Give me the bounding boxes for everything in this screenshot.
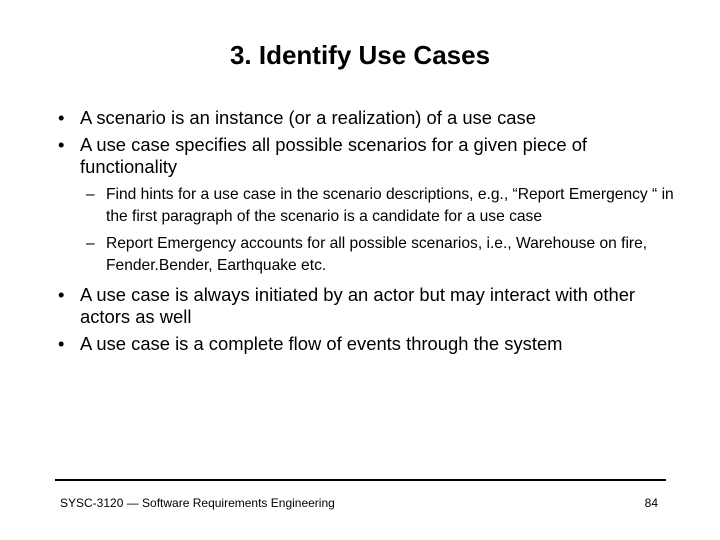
- sub-bullet-text: Find hints for a use case in the scenario descriptions, e.g., “Report Emergency “ in the first paragraph of the scenario is a candidate for a use case: [106, 186, 674, 225]
- sub-bullet-item: [58, 233, 678, 276]
- bullet-marker: •: [58, 107, 65, 128]
- sub-bullet-text: Report Emergency accounts for all possible scenarios, i.e., Warehouse on fire, Fender.Bender, Earthquake etc.: [106, 235, 648, 274]
- sub-bullet-marker: –: [86, 235, 95, 252]
- bullet-item: [58, 284, 678, 328]
- bullet-marker: •: [58, 134, 65, 155]
- bullet-item: [58, 134, 678, 178]
- footer-course-label: SYSC-3120 — Software Requirements Engineering: [60, 496, 335, 510]
- bullet-item: [58, 107, 678, 129]
- bullet-item: [58, 333, 678, 355]
- slide-title: 3. Identify Use Cases: [229, 40, 491, 70]
- sub-bullet-marker: –: [86, 186, 95, 203]
- footer-divider: [55, 479, 666, 481]
- bullet-text: A use case is a complete flow of events through the system: [80, 333, 563, 354]
- footer-page-number: 84: [644, 496, 658, 510]
- slide-content: [58, 107, 678, 360]
- bullet-marker: •: [58, 284, 65, 305]
- bullet-text: A scenario is an instance (or a realization) of a use case: [80, 107, 536, 128]
- sub-bullet-list: [58, 184, 678, 276]
- bullet-marker: •: [58, 333, 65, 354]
- sub-bullet-item: [58, 184, 678, 227]
- bullet-text: A use case is always initiated by an actor but may interact with other actors as well: [80, 284, 636, 327]
- bullet-text: A use case specifies all possible scenarios for a given piece of functionality: [80, 134, 588, 177]
